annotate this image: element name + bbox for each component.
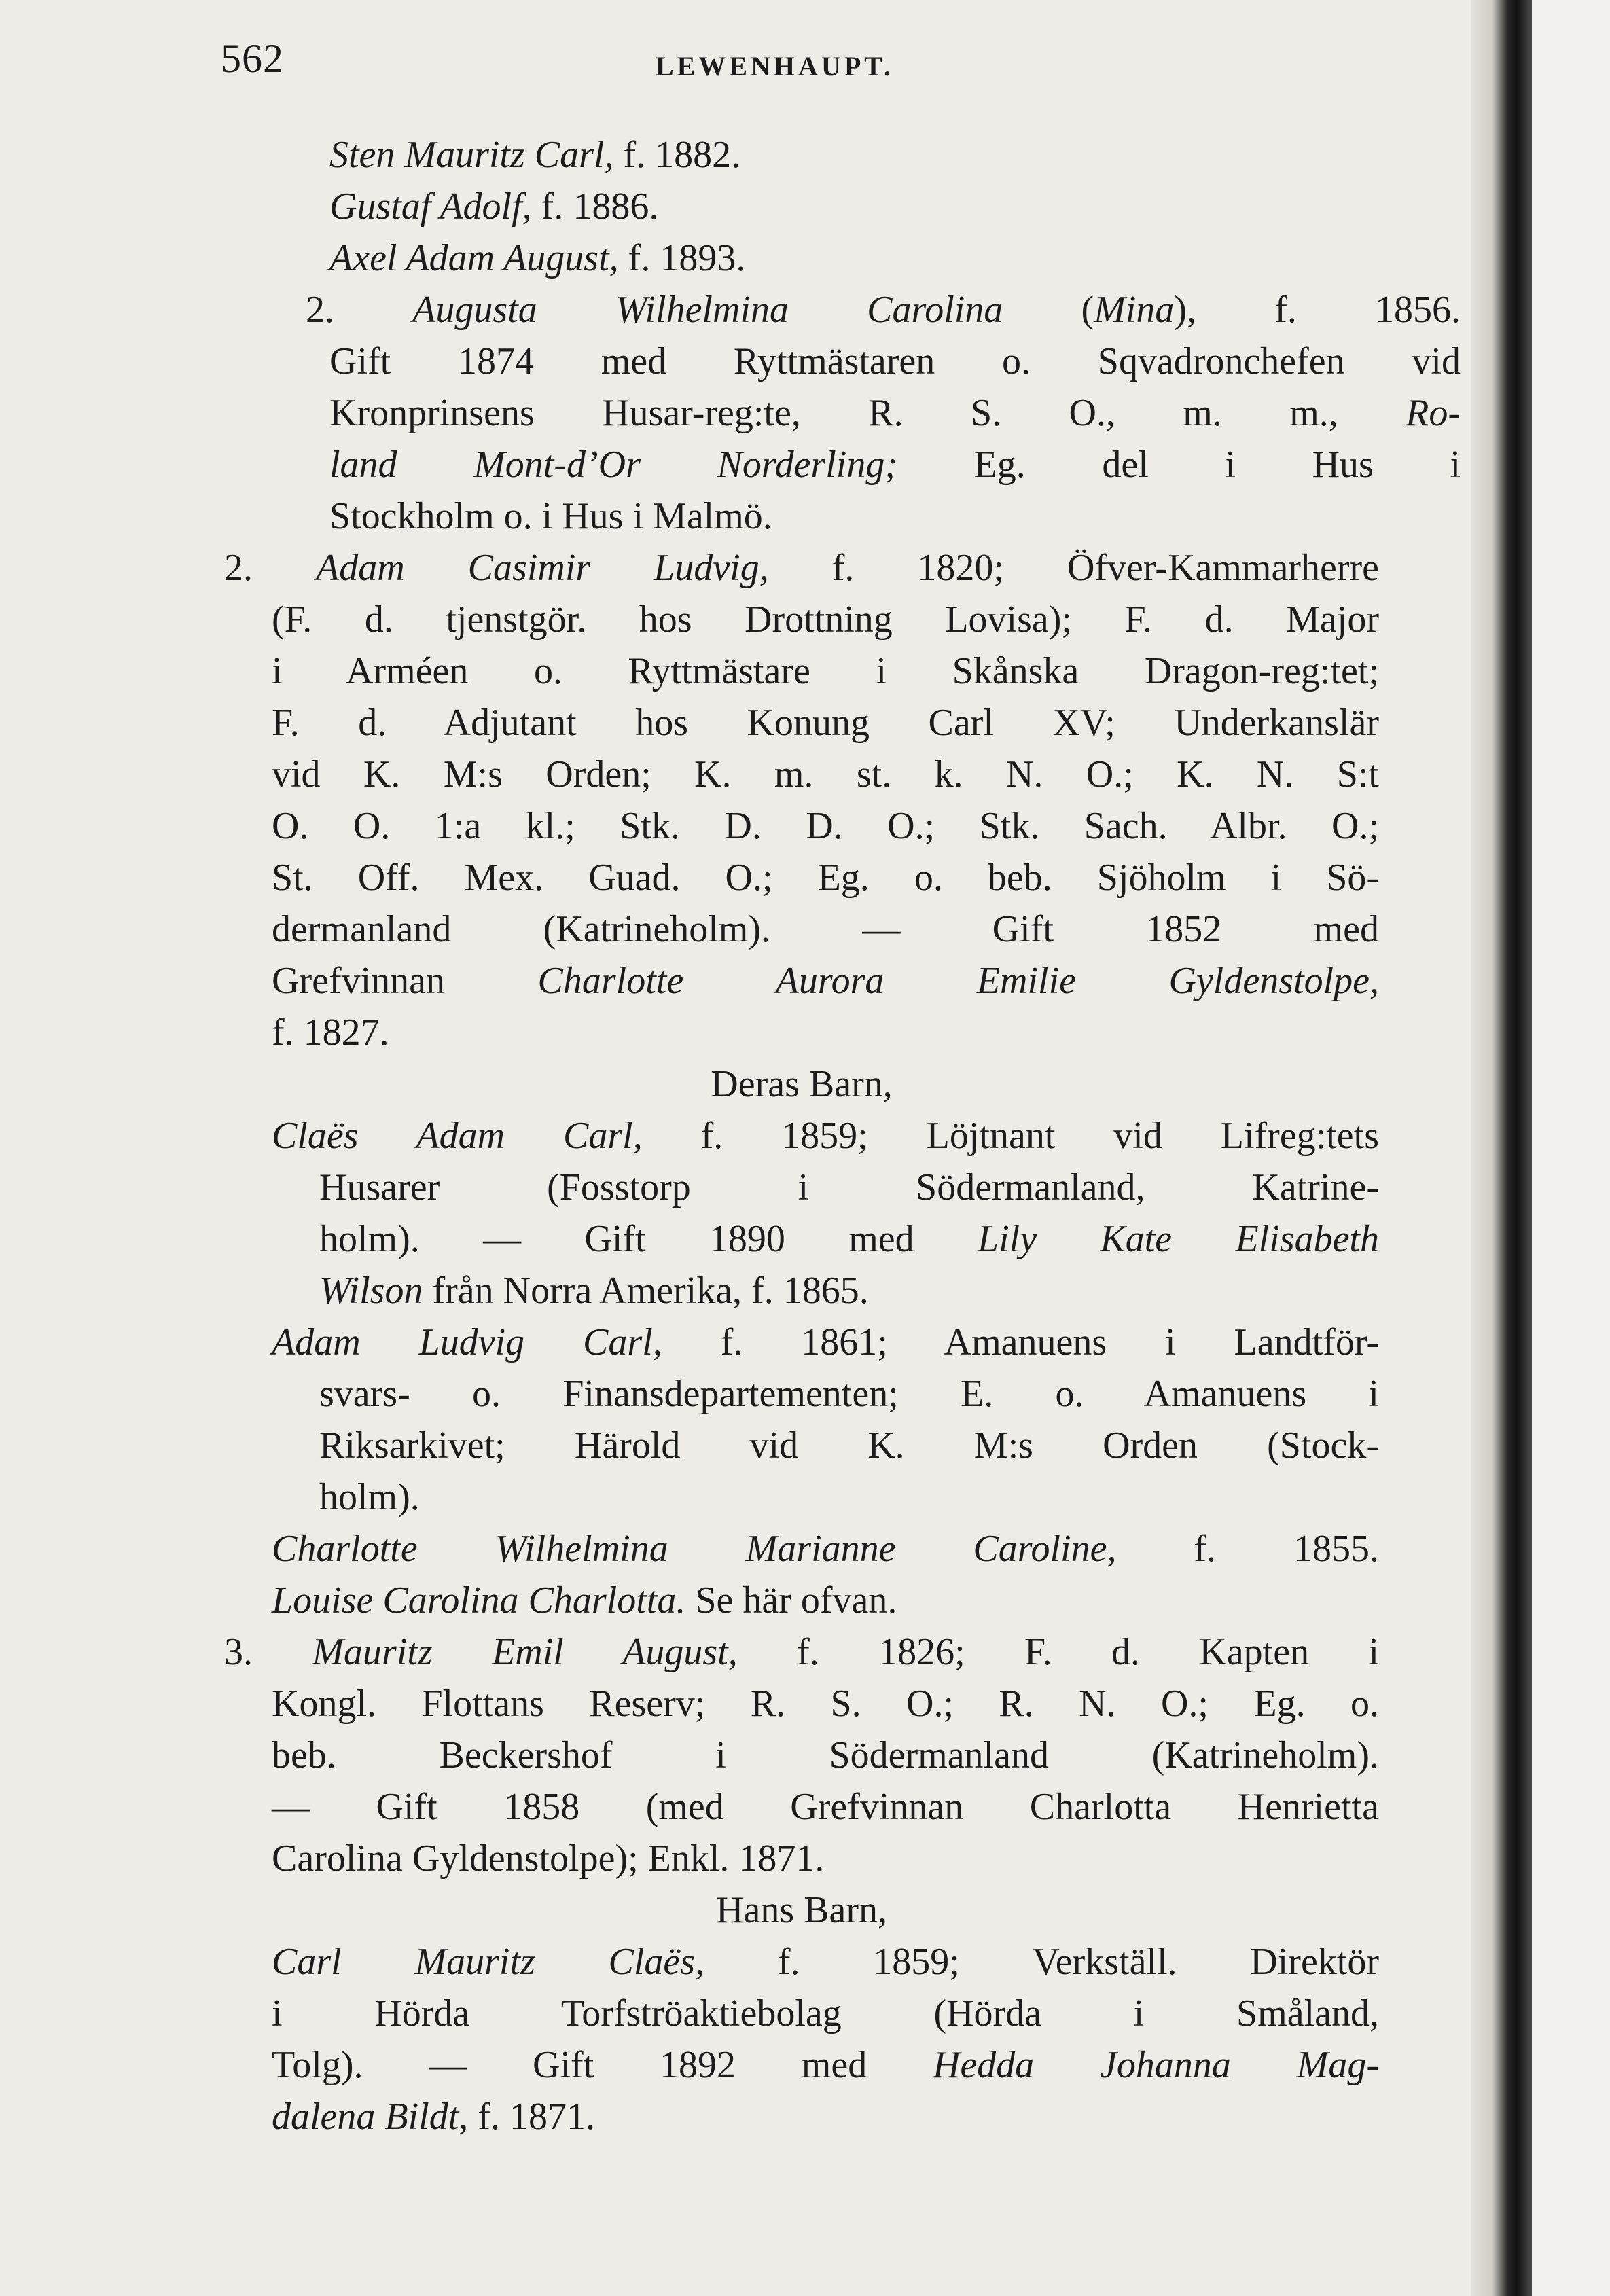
- text-line: [224, 1058, 1379, 1110]
- text-line: [319, 1265, 1270, 1316]
- page-number: 562: [221, 36, 284, 81]
- text-run: f. 1855.: [1116, 1528, 1379, 1570]
- text-line: [329, 129, 1009, 181]
- italic-name: Adam Casimir Ludvig,: [316, 547, 769, 589]
- text-line: [329, 439, 1461, 490]
- text-run: Deras Barn,: [711, 1063, 893, 1105]
- text-run: Hans Barn,: [716, 1889, 887, 1931]
- text-line: [272, 1110, 1379, 1162]
- text-line: [329, 232, 1009, 284]
- italic-name: Charlotte Aurora Emilie Gyldenstolpe,: [537, 960, 1379, 1002]
- italic-name: Louise Carolina Charlotta.: [272, 1579, 686, 1621]
- text-run: Gift 1874 med Ryttmästaren o. Sqvadronchefen vid: [329, 340, 1461, 382]
- text-run: Eg. del i Hus i: [897, 444, 1461, 486]
- text-line: [319, 1471, 999, 1523]
- text-run: f. 1859; Löjtnant vid Lifreg:tets: [642, 1115, 1379, 1157]
- text-line: [272, 1729, 1379, 1781]
- text-run: från Norra Amerika, f. 1865.: [423, 1270, 869, 1312]
- text-run: svars- o. Finansdepartementen; E. o. Amanuens i: [319, 1373, 1379, 1415]
- italic-name: Claës Adam Carl,: [272, 1115, 643, 1157]
- text-run: f. 1826; F. d. Kapten i: [737, 1631, 1379, 1673]
- text-run: holm).: [319, 1476, 420, 1518]
- text-run: (F. d. tjenstgör. hos Drottning Lovisa); F. d. Major: [272, 598, 1379, 641]
- text-line: [272, 1833, 1223, 1884]
- text-run: Stockholm o. i Hus i Malmö.: [329, 495, 772, 537]
- text-run: O. O. 1:a kl.; Stk. D. D. O.; Stk. Sach. Albr. O.;: [272, 805, 1379, 847]
- text-line: [224, 1884, 1379, 1936]
- text-line: [272, 594, 1379, 645]
- text-line: [272, 697, 1379, 749]
- text-line: [272, 1575, 1359, 1626]
- text-line: [329, 490, 1281, 542]
- text-run: f. 1861; Amanuens i Landtför-: [662, 1321, 1379, 1363]
- text-run: 2.: [224, 547, 317, 589]
- text-line: [319, 1420, 1379, 1471]
- text-run: (: [1003, 289, 1094, 331]
- italic-name: Charlotte Wilhelmina Marianne Caroline,: [272, 1528, 1117, 1570]
- text-line: [329, 336, 1461, 387]
- running-head: LEWENHAUPT.: [656, 51, 894, 82]
- italic-name: Axel Adam August,: [329, 237, 619, 279]
- italic-name: Augusta Wilhelmina Carolina: [412, 289, 1003, 331]
- text-line: [306, 284, 1461, 336]
- text-line: [272, 955, 1379, 1007]
- text-line: [272, 645, 1379, 697]
- italic-name: Ro-: [1406, 392, 1461, 434]
- text-run: 3.: [224, 1631, 312, 1673]
- text-run: St. Off. Mex. Guad. O.; Eg. o. beb. Sjöholm i Sö-: [272, 857, 1379, 899]
- italic-name: Gustaf Adolf,: [329, 185, 532, 228]
- text-run: i Hörda Torfströaktiebolag (Hörda i Småland,: [272, 1992, 1379, 2034]
- italic-name: Sten Mauritz Carl,: [329, 134, 614, 176]
- text-run: holm). — Gift 1890 med: [319, 1218, 978, 1260]
- text-line: [272, 903, 1379, 955]
- text-run: Husarer (Fosstorp i Södermanland, Katrine-: [319, 1166, 1379, 1208]
- text-run: f. 1871.: [468, 2096, 595, 2138]
- text-line: [272, 1936, 1379, 1988]
- text-line: [272, 1523, 1379, 1575]
- text-line: [272, 2039, 1379, 2091]
- text-line: [319, 1213, 1379, 1265]
- italic-name: Carl Mauritz Claës,: [272, 1941, 705, 1983]
- italic-name: dalena Bildt,: [272, 2096, 469, 2138]
- text-run: Carolina Gyldenstolpe); Enkl. 1871.: [272, 1837, 825, 1880]
- text-line: [224, 542, 1379, 594]
- text-run: f. 1886.: [531, 185, 659, 228]
- italic-name: Hedda Johanna Mag-: [933, 2044, 1379, 2086]
- book-gutter-shadow: [1471, 0, 1532, 2296]
- scan-margin: [1532, 0, 1610, 2296]
- text-line: [272, 800, 1379, 852]
- text-line: [272, 1678, 1379, 1729]
- text-run: f. 1859; Verkställ. Direktör: [704, 1941, 1379, 1983]
- text-line: [329, 387, 1461, 439]
- page-header: [221, 35, 1376, 96]
- text-line: [224, 1626, 1379, 1678]
- text-line: [319, 1368, 1379, 1420]
- text-line: [272, 1781, 1379, 1833]
- text-run: — Gift 1858 (med Grefvinnan Charlotta Henrietta: [272, 1786, 1379, 1828]
- text-run: Kronprinsens Husar-reg:te, R. S. O., m. m.,: [329, 392, 1406, 434]
- text-run: f. 1827.: [272, 1011, 389, 1054]
- italic-name: land Mont-d’Or Norderling;: [329, 444, 897, 486]
- text-run: Grefvinnan: [272, 960, 538, 1002]
- italic-name: Mauritz Emil August,: [312, 1631, 738, 1673]
- italic-name: Wilson: [319, 1270, 423, 1312]
- text-line: [272, 1007, 951, 1058]
- italic-name: Mina: [1094, 289, 1175, 331]
- text-run: dermanland (Katrineholm). — Gift 1852 med: [272, 908, 1379, 950]
- text-line: [272, 749, 1379, 800]
- text-line: [272, 2091, 951, 2142]
- text-run: Riksarkivet; Härold vid K. M:s Orden (Stock-: [319, 1424, 1379, 1467]
- text-line: [272, 1316, 1379, 1368]
- italic-name: Adam Ludvig Carl,: [272, 1321, 662, 1363]
- text-run: F. d. Adjutant hos Konung Carl XV; Underkanslär: [272, 702, 1379, 744]
- text-line: [319, 1162, 1379, 1213]
- text-run: Kongl. Flottans Reserv; R. S. O.; R. N. O.; Eg. o.: [272, 1683, 1379, 1725]
- text-line: [272, 1988, 1379, 2039]
- text-run: vid K. M:s Orden; K. m. st. k. N. O.; K. N. S:t: [272, 753, 1379, 795]
- text-run: f. 1882.: [613, 134, 741, 176]
- italic-name: Lily Kate Elisabeth: [977, 1218, 1379, 1260]
- text-line: [272, 852, 1379, 903]
- text-run: ), f. 1856.: [1174, 289, 1461, 331]
- text-run: f. 1820; Öfver-Kammarherre: [768, 547, 1380, 589]
- text-run: Se här ofvan.: [685, 1579, 897, 1621]
- text-run: 2.: [306, 289, 413, 331]
- text-line: [329, 181, 1009, 232]
- text-run: Tolg). — Gift 1892 med: [272, 2044, 933, 2086]
- text-run: f. 1893.: [618, 237, 746, 279]
- text-run: beb. Beckershof i Södermanland (Katrineholm).: [272, 1734, 1379, 1776]
- text-run: i Arméen o. Ryttmästare i Skånska Dragon-reg:tet;: [272, 650, 1379, 692]
